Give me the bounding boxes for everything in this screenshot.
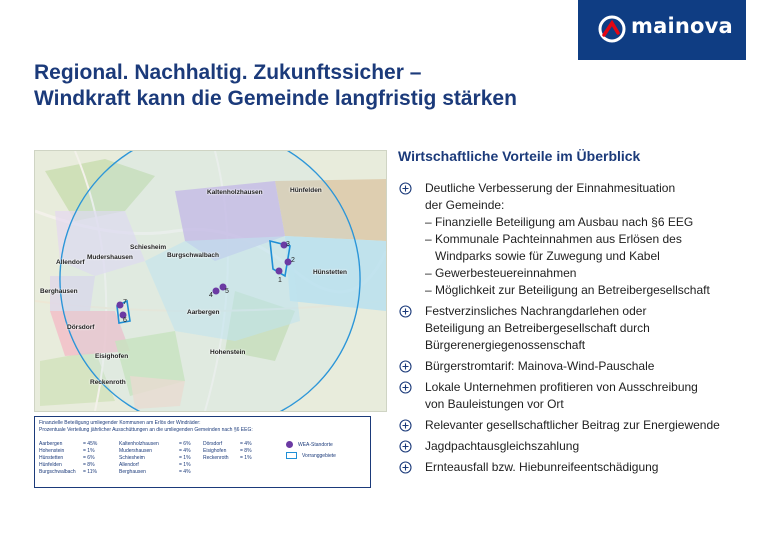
benefit-text: Bürgerenergiegenossenschaft [425,338,586,352]
legend-key-label: WEA-Standorte [298,441,333,448]
legend-heading-2: Prozentuale Verteilung jährlicher Ausschüttungen an die umliegenden Gemeinden nach §6 EEG: [39,426,253,433]
plus-circle-icon [399,381,412,394]
legend-col-3 [203,441,252,462]
turbine-label-7: 7 [123,299,127,306]
title-line-2: Windkraft kann die Gemeinde langfristig stärken [34,87,517,110]
legend-row [203,448,252,455]
benefit-subitem: – Finanzielle Beteiligung am Ausbau nach §6 EEG [425,215,694,229]
place-doersdorf: Dörsdorf [67,324,95,331]
benefit-item [398,358,738,375]
place-aarbergen: Aarbergen [187,309,220,316]
benefit-subitem: – Gewerbesteuereinnahmen [425,266,577,280]
legend-row [203,455,252,462]
benefits-list [398,180,738,480]
legend-key-label: Vorranggebiete [302,452,336,459]
benefit-item [398,417,738,434]
benefit-text: Ernteausfall bzw. Hiebunreifeentschädigung [425,460,659,474]
benefit-text: der Gemeinde: [425,198,505,212]
legend-place: Mudershausen [119,448,153,454]
place-hohenstein: Hohenstein [210,349,246,356]
benefit-text: Deutliche Verbesserung der Einnahmesituation [425,181,676,195]
legend-share: = 1% [83,448,95,454]
benefit-text: Beteiligung an Betreibergesellschaft durch [425,321,650,335]
page-title [34,60,594,112]
legend-share: = 1% [240,455,252,461]
turbine-label-1: 1 [278,277,282,284]
legend-row [39,441,97,448]
plus-circle-icon [399,360,412,373]
legend-row [39,455,97,462]
legend-heading-1: Finanzielle Beteiligung umliegender Kommunen am Erlös der Windräder: [39,420,201,426]
legend-share: = 8% [83,462,95,468]
legend-place: Aarbergen [39,441,63,447]
place-reckenroth: Reckenroth [90,379,126,386]
wind-park-map [34,150,387,412]
legend-share: = 4% [240,441,252,447]
place-eisighofen: Eisighofen [95,353,129,360]
legend-share: = 1% [179,455,191,461]
benefit-text: Lokale Unternehmen profitieren von Ausschreibung [425,380,698,394]
benefit-text: von Bauleistungen vor Ort [425,397,564,411]
legend-place: Burgschwalbach [39,469,76,475]
plus-circle-icon [399,305,412,318]
benefit-item [398,459,738,476]
map-legend [34,416,371,488]
legend-place: Kaltenholzhausen [119,441,159,447]
legend-place: Hohenstein [39,448,65,454]
benefit-item [398,438,738,455]
legend-share: = 11% [83,469,97,475]
benefit-text: Jagdpachtausgleichszahlung [425,439,580,453]
place-burgschwalbach: Burgschwalbach [167,252,220,259]
legend-place: Berghausen [119,469,146,475]
benefit-subitem: Windparks sowie für Zuwegung und Kabel [435,249,660,263]
legend-col-2 [119,441,191,476]
legend-share: = 4% [179,448,191,454]
legend-place: Schiesheim [119,455,145,461]
place-kaltenholzhausen: Kaltenholzhausen [207,189,263,196]
turbine-label-6: 6 [123,317,127,324]
legend-row [39,462,97,469]
legend-share: = 6% [179,441,191,447]
legend-share: = 45% [83,441,98,447]
legend-place: Allendorf [119,462,139,468]
mainova-logo [578,0,746,60]
benefit-item [398,180,738,299]
brand-name: mainova [631,14,733,38]
benefit-subitem: – Kommunale Pachteinnahmen aus Erlösen des [425,232,682,246]
plus-circle-icon [399,182,412,195]
turbine-label-5: 5 [225,288,229,295]
turbine-dot-icon [286,441,293,448]
place-mudershausen: Mudershausen [87,254,133,261]
place-huenfelden: Hünfelden [290,187,322,194]
legend-col-1 [39,441,97,476]
legend-row [39,469,97,476]
legend-share: = 4% [179,469,191,475]
title-line-1: Regional. Nachhaltig. Zukunftssicher – [34,61,422,84]
legend-place: Dörsdorf [203,441,223,447]
legend-row [119,455,191,462]
plus-circle-icon [399,440,412,453]
place-schiesheim: Schiesheim [130,244,167,251]
place-berghausen: Berghausen [40,288,78,295]
benefit-item [398,303,738,354]
legend-row [119,441,191,448]
plus-circle-icon [399,419,412,432]
benefit-text: Bürgerstromtarif: Mainova-Wind-Pauschale [425,359,655,373]
legend-share: = 6% [83,455,95,461]
benefit-subitem: – Möglichkeit zur Beteiligung an Betreibergesellschaft [425,283,710,297]
benefit-item [398,379,738,413]
benefit-text: Relevanter gesellschaftlicher Beitrag zur Energiewende [425,418,720,432]
priority-area-icon [286,452,297,459]
place-huenstetten: Hünstetten [313,269,347,276]
legend-heading [39,420,279,433]
plus-circle-icon [399,461,412,474]
legend-key-turbines [286,441,333,448]
benefit-text: Festverzinsliches Nachrangdarlehen oder [425,304,647,318]
legend-row [203,441,252,448]
legend-share: = 1% [179,462,191,468]
legend-row [119,469,191,476]
turbine-label-4: 4 [209,292,213,299]
section-heading: Wirtschaftliche Vorteile im Überblick [398,148,641,164]
legend-row [119,448,191,455]
legend-place: Hünfelden [39,462,62,468]
legend-place: Reckenroth [203,455,229,461]
place-allendorf: Allendorf [56,259,85,266]
legend-place: Hünstetten [39,455,64,461]
legend-share: = 8% [240,448,252,454]
legend-row [119,462,191,469]
turbine-label-3: 3 [286,241,290,248]
legend-place: Eisighofen [203,448,227,454]
turbine-label-2: 2 [291,257,295,264]
mainova-logo-mark-icon [598,15,626,43]
legend-row [39,448,97,455]
legend-key-areas [286,452,336,459]
